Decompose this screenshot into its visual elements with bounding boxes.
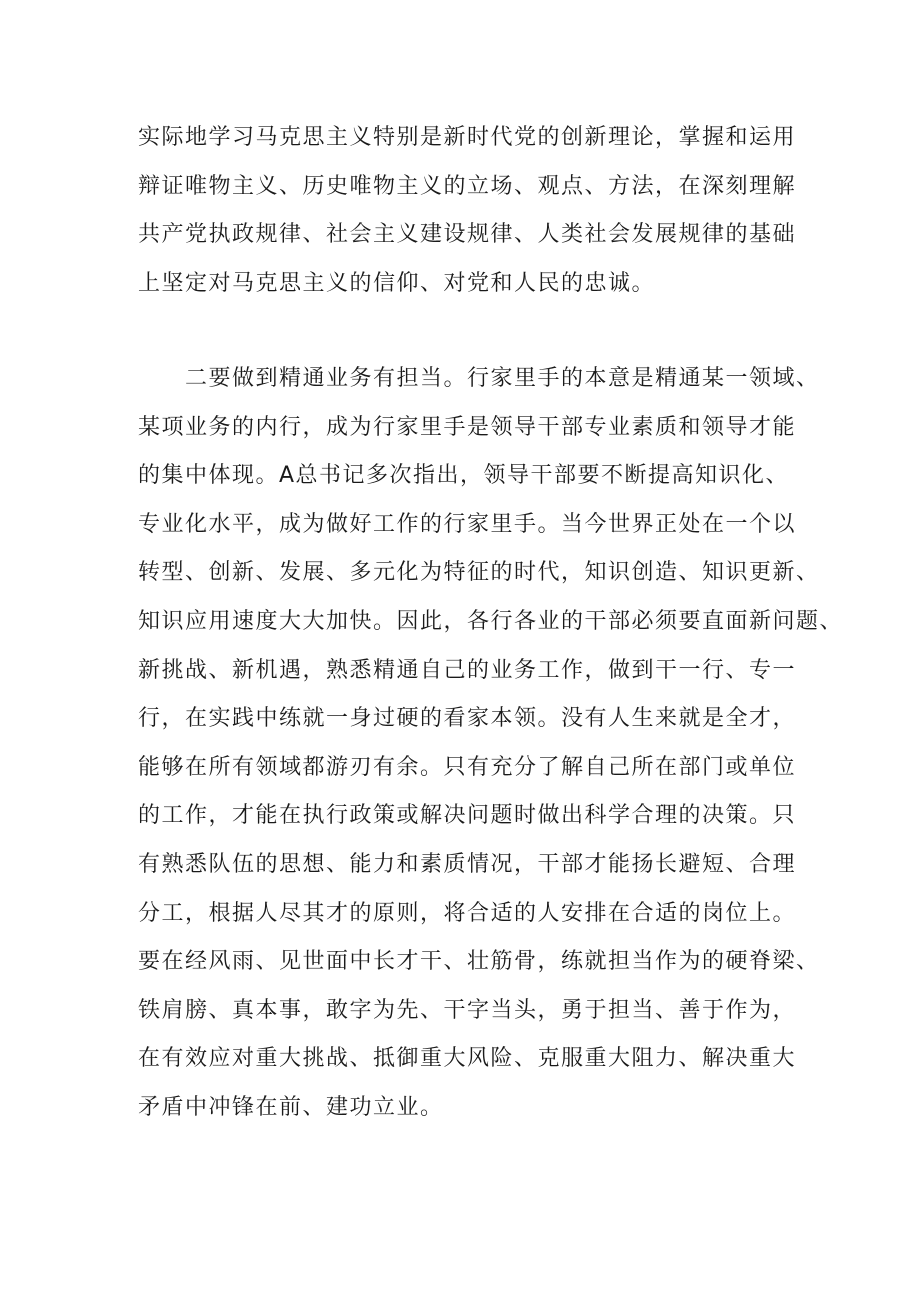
- text-line: 辩证唯物主义、历史唯物主义的立场、观点、方法，在深刻理解: [138, 173, 797, 199]
- text-line: 的集中体现。A总书记多次指出，领导干部要不断提高知识化、: [138, 463, 790, 489]
- text-line: 共产党执政规律、社会主义建设规律、人类社会发展规律的基础: [138, 222, 797, 248]
- text-line: 转型、创新、发展、多元化为特征的时代，知识创造、知识更新、: [138, 560, 820, 586]
- text-line: 在有效应对重大挑战、抵御重大风险、克服重大阻力、解决重大: [138, 1046, 797, 1072]
- text-line: 矛盾中冲锋在前、建功立业。: [138, 1094, 444, 1120]
- paragraph-second-point: [138, 355, 844, 1133]
- text-line: 知识应用速度大大加快。因此，各行各业的干部必须要直面新问题、: [138, 608, 844, 634]
- paragraph-continuation: [138, 114, 828, 308]
- text-line: 有熟悉队伍的思想、能力和素质情况，干部才能扬长避短、合理: [138, 851, 797, 877]
- text-line: 行，在实践中练就一身过硬的看家本领。没有人生来就是全才，: [138, 706, 797, 732]
- text-line: 铁肩膀、真本事，敢字为先、干字当头，勇于担当、善于作为，: [138, 997, 797, 1023]
- text-line: 分工，根据人尽其才的原则，将合适的人安排在合适的岗位上。: [138, 900, 797, 926]
- text-line: 要在经风雨、见世面中长才干、壮筋骨，练就担当作为的硬脊梁、: [138, 949, 820, 975]
- text-line: 专业化水平，成为做好工作的行家里手。当今世界正处在一个以: [138, 511, 797, 537]
- text-line: 上坚定对马克思主义的信仰、对党和人民的忠诚。: [138, 270, 656, 296]
- text-line: 新挑战、新机遇，熟悉精通自己的业务工作，做到干一行、专一: [138, 657, 797, 683]
- text-line: 某项业务的内行，成为行家里手是领导干部专业素质和领导才能: [138, 414, 797, 440]
- text-line: 的工作，才能在执行政策或解决问题时做出科学合理的决策。只: [138, 803, 797, 829]
- text-line: 实际地学习马克思主义特别是新时代党的创新理论，掌握和运用: [138, 125, 797, 150]
- text-line: 二要做到精通业务有担当。行家里手的本意是精通某一领域、: [138, 366, 820, 391]
- text-line: 能够在所有领域都游刃有余。只有充分了解自己所在部门或单位: [138, 754, 797, 780]
